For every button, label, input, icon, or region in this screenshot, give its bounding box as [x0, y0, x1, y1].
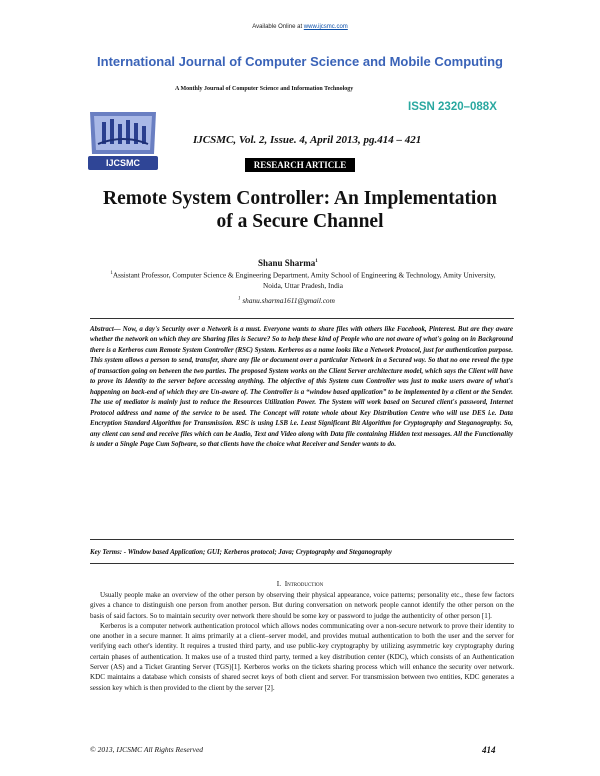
journal-name: International Journal of Computer Science and Mobile Computing	[97, 54, 503, 69]
footer-copyright: © 2013, IJCSMC All Rights Reserved	[90, 745, 204, 754]
page-number: 414	[482, 745, 496, 755]
logo-text: IJCSMC	[105, 158, 141, 168]
journal-website-link[interactable]: www.ijcsmc.com	[303, 24, 348, 30]
issn-number: ISSN 2320–088X	[408, 101, 497, 113]
paragraph: Usually people make an overview of the other person by observing their physical appearance, voice patterns; personality etc., these few factors gives a chance to distinguish one person from another person. But during conversation on network people cannot identify the other person on the basis of said factors. So to maintain security over network there should be some key or password to judge the authenticity of other person [1].	[90, 591, 514, 620]
paragraph: Kerberos is a computer network authentication protocol which allows nodes communicating over a non-secure network to prove their identity to one another in a secure manner. It aims primarily at a client–server model, and provides mutual authentication to both the user and the server for verifying each other's identity. It requires a trusted third party, and use public-key cryptography by utilizing asymmetric key cryptography during certain phases of authentication. It makes use of a trusted third party, termed a key distribution center (KDC), which consists of an Authentication Server (AS) and a Ticket Granting Server (TGS)[1]. Kerberos works on the tickets sharing process which will enhance the security over network. KDC maintains a database which consists of shared secret keys of both client and server. For transmission between two entities, KDC generates a session key which is then provided to the client by the server [2].	[90, 621, 514, 692]
title-line-2: of a Secure Channel	[216, 211, 384, 232]
author-name: Shanu Sharma$^1$	[258, 258, 318, 268]
paper-title	[0, 187, 600, 233]
author-email: $^1$ shanu.sharma1611@gmail.com	[238, 296, 335, 305]
author-affiliation: $^1$Assistant Professor, Computer Science & Engineering Department, Amity School of Engineering & Technology, Amity University, Noida, Uttar Pradesh, India	[110, 270, 496, 291]
section-heading: I. Introduction	[276, 579, 324, 588]
abstract: Abstract— Now, a day's Security over a Network is a must. Everyone wants to share files with others like Facebook, Pinterest. But are they aware whether the network on which they are Sharing files is Secure? So to help these kind of People who are not aware of what's going on in Background there is a Kerberos cum Remote System Controller (RSC) System. Kerberos as a name looks like a Network Protocol, just for authentication purpose. This system allows a person to send, transfer, share any file or document over a particular Network in a Secured way. So that no one reveal the type of transaction going on between the two parties. The proposed System works on the Client Server architecture model, which says the Client will have to prove its Identity to the server before accessing anything. The objective of this System cum Controller was just to make users aware of what's happening on back-end of which they are Un-aware of. The Controller is a “window based application” to be implemented by a client or the Sender. The use of mediator is mainly just to reduce the Resources Utilization Power. The System will work based on Secured client's password, Internet Protocol address and name of the service to be used. The Concept will rotate whole about Key Distribution Centre who will use DES i.e. Data Encryption Standard Algorithm for Transmission. RSC is using LSB i.e. Least Significant Bit Algorithm for Cryptography and Steganography. So, any client can send and receive files which can be Audio, Text and Video along with Data file containing Hidden text messages. All the Functionality is under a Single Page Cum Software, so that clients have the choice what Receiver and Sender wants to do.	[90, 326, 513, 448]
abstract-top-rule	[90, 318, 514, 319]
journal-logo-icon	[84, 104, 162, 174]
journal-subtitle: A Monthly Journal of Computer Science and Information Technology	[175, 86, 354, 92]
email-link[interactable]: shanu.sharma1611@gmail.com	[242, 296, 335, 305]
introduction-body	[90, 590, 514, 693]
issue-info: IJCSMC, Vol. 2, Issue. 4, April 2013, pg.414 – 421	[193, 134, 422, 146]
key-terms: Key Terms: - Window based Application; GUI; Kerberos protocol; Java; Cryptography and Steganography	[90, 549, 392, 556]
title-line-1: Remote System Controller: An Implementation	[103, 188, 497, 209]
availability-line: Available Online at www.ijcsmc.com	[252, 24, 348, 30]
keywords-rule	[90, 563, 514, 564]
article-type-badge: RESEARCH ARTICLE	[245, 158, 355, 172]
abstract-bottom-rule	[90, 539, 514, 540]
